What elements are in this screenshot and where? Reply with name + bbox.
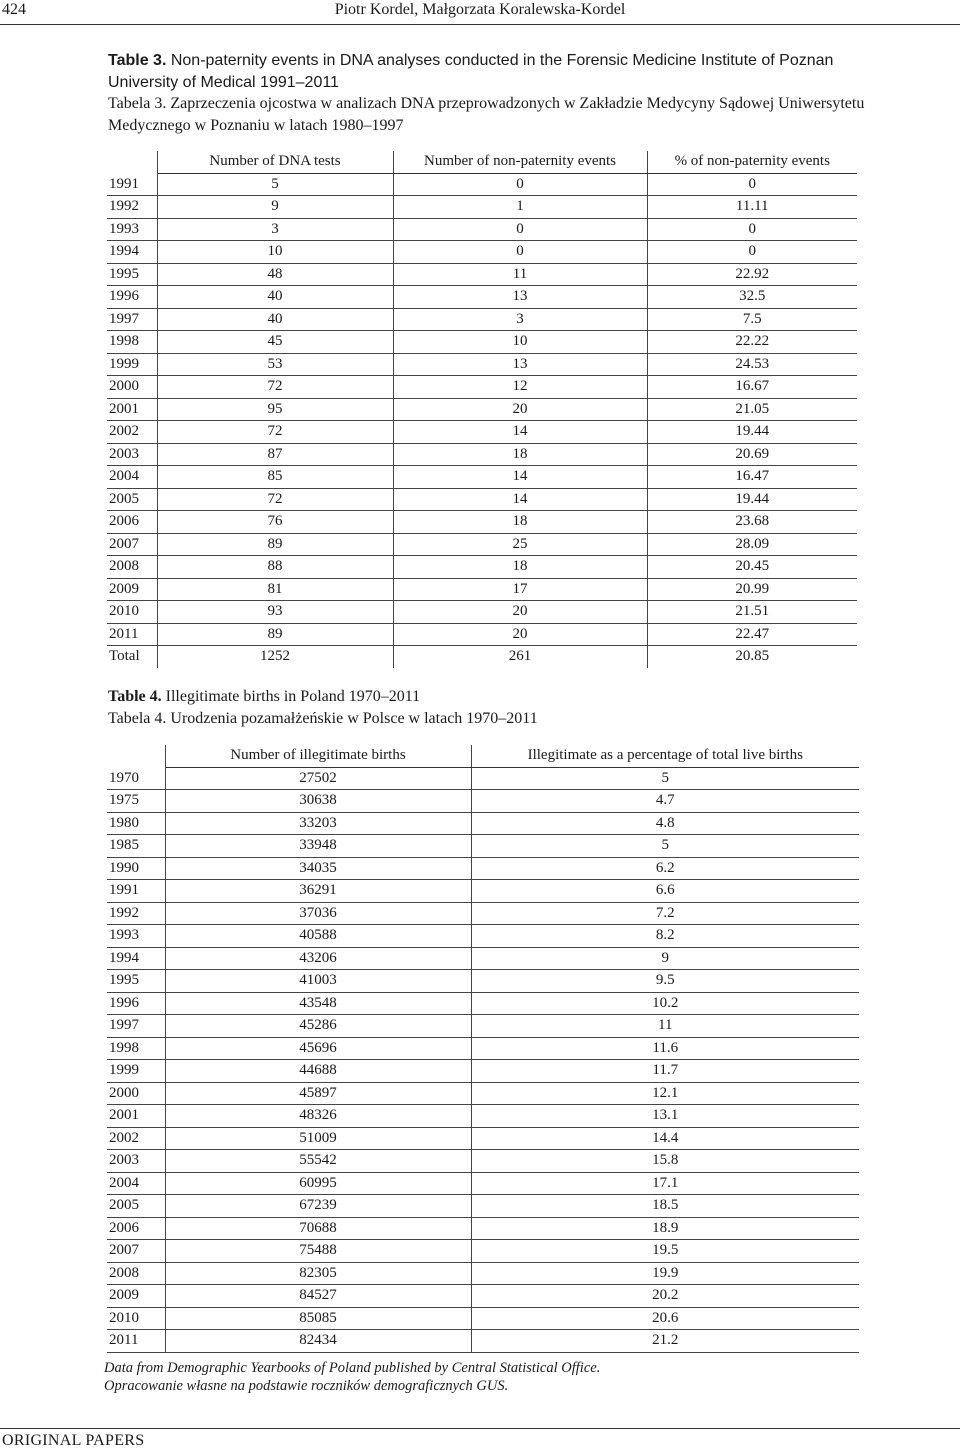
row-year: 2002 [107, 1127, 165, 1150]
row-year: 2000 [107, 1082, 165, 1105]
row-year: 2009 [107, 578, 157, 601]
table4-title-en: Illegitimate births in Poland 1970–2011 [161, 688, 421, 705]
cell-col2: 20 [393, 623, 647, 646]
row-year: 1999 [107, 353, 157, 376]
cell-col1: 67239 [165, 1195, 471, 1218]
row-year: 1995 [107, 263, 157, 286]
table4-caption [108, 686, 888, 729]
table-row [107, 488, 857, 511]
source-note-pl: Opracowanie własne na podstawie roczników demograficznych GUS. [104, 1378, 509, 1394]
cell-col3: 22.22 [647, 331, 857, 354]
cell-col1: 40 [157, 308, 393, 331]
table4-title-pl: Urodzenia pozamałżeńskie w Polsce w latach 1970–2011 [166, 709, 538, 727]
running-head: Piotr Kordel, Małgorzata Koralewska-Kordel [334, 1, 626, 18]
cell-col3: 22.92 [647, 263, 857, 286]
cell-col2: 14 [393, 488, 647, 511]
table-row [107, 1307, 859, 1330]
source-note-en: Data from Demographic Yearbooks of Poland published by Central Statistical Office. [104, 1360, 601, 1376]
cell-col3: 32.5 [647, 286, 857, 309]
row-year: 2006 [107, 1217, 165, 1240]
table-row [107, 1060, 859, 1083]
cell-col2: 5 [471, 835, 859, 858]
cell-col1: 43548 [165, 992, 471, 1015]
table3-header-dna-tests: Number of DNA tests [157, 151, 393, 173]
cell-col2: 20 [393, 601, 647, 624]
cell-col1: 55542 [165, 1150, 471, 1173]
cell-col2: 9.5 [471, 970, 859, 993]
table-row [107, 925, 859, 948]
cell-col2: 11 [471, 1015, 859, 1038]
table-row [107, 443, 857, 466]
cell-col2: 17 [393, 578, 647, 601]
cell-col1: 30638 [165, 790, 471, 813]
cell-col1: 33203 [165, 812, 471, 835]
table4-header-year [107, 745, 165, 767]
cell-col1: 75488 [165, 1240, 471, 1263]
table-row [107, 623, 857, 646]
table-row [107, 970, 859, 993]
cell-col3: 24.53 [647, 353, 857, 376]
table-row [107, 947, 859, 970]
row-year: 1996 [107, 286, 157, 309]
table3-title-pl: Zaprzeczenia ojcostwa w analizach DNA przeprowadzonych w Zakładzie Medycyny Sądowej Uniwersytetu Medycznego w Poznaniu w latach 1980–1997 [108, 95, 865, 134]
row-year: 2003 [107, 1150, 165, 1173]
table-row [107, 880, 859, 903]
table-row [107, 1330, 859, 1353]
cell-col2: 8.2 [471, 925, 859, 948]
cell-col3: 20.99 [647, 578, 857, 601]
cell-col2: 19.5 [471, 1240, 859, 1263]
cell-col2: 14 [393, 421, 647, 444]
cell-col3: 19.44 [647, 488, 857, 511]
cell-col2: 13.1 [471, 1105, 859, 1128]
cell-col1: 33948 [165, 835, 471, 858]
table4-header-row [107, 745, 859, 767]
table3-caption-en [108, 50, 888, 93]
cell-col3: 16.67 [647, 376, 857, 399]
cell-col1: 72 [157, 376, 393, 399]
table-row [107, 1172, 859, 1195]
cell-col1: 82434 [165, 1330, 471, 1353]
cell-col3: 21.05 [647, 398, 857, 421]
cell-col1: 10 [157, 241, 393, 264]
cell-col1: 44688 [165, 1060, 471, 1083]
row-year: 2007 [107, 1240, 165, 1263]
cell-col3: 21.51 [647, 601, 857, 624]
cell-col1: 76 [157, 511, 393, 534]
cell-col1: 48326 [165, 1105, 471, 1128]
cell-col2: 3 [393, 308, 647, 331]
cell-col2: 20.6 [471, 1307, 859, 1330]
row-year: 2010 [107, 1307, 165, 1330]
section-label: ORIGINAL PAPERS [2, 1432, 145, 1449]
table4-header-births: Number of illegitimate births [165, 745, 471, 767]
table-row [107, 1285, 859, 1308]
table-row [107, 1262, 859, 1285]
row-year: 2001 [107, 398, 157, 421]
cell-col2: 4.8 [471, 812, 859, 835]
row-year: 1997 [107, 1015, 165, 1038]
table4-label-pl: Tabela 4. [108, 709, 167, 727]
cell-col1: 3 [157, 218, 393, 241]
row-year: Total [107, 646, 157, 668]
cell-col1: 36291 [165, 880, 471, 903]
cell-col1: 51009 [165, 1127, 471, 1150]
cell-col3: 0 [647, 173, 857, 196]
cell-col1: 48 [157, 263, 393, 286]
cell-col1: 81 [157, 578, 393, 601]
cell-col1: 72 [157, 488, 393, 511]
table3-caption [108, 50, 888, 136]
cell-col2: 6.2 [471, 857, 859, 880]
table-row [107, 376, 857, 399]
row-year: 2002 [107, 421, 157, 444]
cell-col2: 20 [393, 398, 647, 421]
cell-col3: 20.69 [647, 443, 857, 466]
cell-col2: 1 [393, 196, 647, 219]
cell-col2: 6.6 [471, 880, 859, 903]
cell-col3: 0 [647, 218, 857, 241]
row-year: 1999 [107, 1060, 165, 1083]
cell-col1: 89 [157, 623, 393, 646]
table-row [107, 533, 857, 556]
table3-header-year [107, 151, 157, 173]
row-year: 2004 [107, 466, 157, 489]
row-year: 1997 [107, 308, 157, 331]
cell-col1: 82305 [165, 1262, 471, 1285]
table-row [107, 398, 857, 421]
cell-col1: 85 [157, 466, 393, 489]
cell-col1: 27502 [165, 767, 471, 790]
cell-col1: 95 [157, 398, 393, 421]
row-year: 1991 [107, 173, 157, 196]
table-row [107, 767, 859, 790]
cell-col2: 21.2 [471, 1330, 859, 1353]
cell-col2: 12.1 [471, 1082, 859, 1105]
table-row [107, 835, 859, 858]
cell-col2: 5 [471, 767, 859, 790]
table4-body [107, 767, 859, 1352]
table-row [107, 902, 859, 925]
table-row [107, 331, 857, 354]
cell-col1: 41003 [165, 970, 471, 993]
cell-col2: 0 [393, 241, 647, 264]
table-row [107, 1240, 859, 1263]
table-row [107, 556, 857, 579]
cell-col1: 43206 [165, 947, 471, 970]
cell-col2: 7.2 [471, 902, 859, 925]
table-row [107, 263, 857, 286]
table-row [107, 1217, 859, 1240]
cell-col3: 11.11 [647, 196, 857, 219]
cell-col3: 0 [647, 241, 857, 264]
table4-label-en: Table 4. [108, 688, 162, 705]
table-row [107, 857, 859, 880]
cell-col1: 89 [157, 533, 393, 556]
table-row [107, 466, 857, 489]
table3-header-non-paternity: Number of non-paternity events [393, 151, 647, 173]
cell-col2: 20.2 [471, 1285, 859, 1308]
row-year: 1994 [107, 947, 165, 970]
row-year: 2011 [107, 623, 157, 646]
cell-col2: 18.9 [471, 1217, 859, 1240]
table-row [107, 1150, 859, 1173]
table4-source-note [104, 1359, 600, 1395]
row-year: 1998 [107, 1037, 165, 1060]
row-year: 2008 [107, 556, 157, 579]
table-row [107, 196, 857, 219]
table3-header-percent: % of non-paternity events [647, 151, 857, 173]
table-row [107, 992, 859, 1015]
table-row [107, 812, 859, 835]
cell-col2: 261 [393, 646, 647, 668]
table-row [107, 218, 857, 241]
cell-col2: 17.1 [471, 1172, 859, 1195]
table4-caption-en [108, 686, 888, 708]
cell-col2: 0 [393, 173, 647, 196]
row-year: 2000 [107, 376, 157, 399]
table-row [107, 421, 857, 444]
cell-col2: 12 [393, 376, 647, 399]
cell-col1: 45696 [165, 1037, 471, 1060]
table-row [107, 286, 857, 309]
table-row [107, 1195, 859, 1218]
table-row [107, 1082, 859, 1105]
row-year: 2011 [107, 1330, 165, 1353]
table-row [107, 173, 857, 196]
cell-col1: 85085 [165, 1307, 471, 1330]
row-year: 1975 [107, 790, 165, 813]
row-year: 2006 [107, 511, 157, 534]
cell-col2: 13 [393, 353, 647, 376]
cell-col1: 87 [157, 443, 393, 466]
cell-col1: 45286 [165, 1015, 471, 1038]
cell-col1: 40588 [165, 925, 471, 948]
cell-col2: 25 [393, 533, 647, 556]
table-row [107, 601, 857, 624]
table-row [107, 353, 857, 376]
cell-col1: 93 [157, 601, 393, 624]
cell-col3: 22.47 [647, 623, 857, 646]
table4-caption-pl [108, 708, 888, 730]
cell-col3: 7.5 [647, 308, 857, 331]
cell-col2: 14 [393, 466, 647, 489]
cell-col2: 9 [471, 947, 859, 970]
row-year: 1991 [107, 880, 165, 903]
table3-header-row [107, 151, 857, 173]
cell-col1: 45897 [165, 1082, 471, 1105]
cell-col1: 84527 [165, 1285, 471, 1308]
cell-col1: 9 [157, 196, 393, 219]
row-year: 1992 [107, 196, 157, 219]
cell-col1: 88 [157, 556, 393, 579]
cell-col1: 53 [157, 353, 393, 376]
table-row [107, 1037, 859, 1060]
table3-body [107, 173, 857, 668]
cell-col1: 45 [157, 331, 393, 354]
cell-col2: 18.5 [471, 1195, 859, 1218]
table-row [107, 1015, 859, 1038]
cell-col3: 23.68 [647, 511, 857, 534]
row-year: 2008 [107, 1262, 165, 1285]
row-year: 1998 [107, 331, 157, 354]
cell-col2: 15.8 [471, 1150, 859, 1173]
table-row [107, 646, 857, 668]
cell-col2: 14.4 [471, 1127, 859, 1150]
page-number: 424 [2, 1, 26, 18]
cell-col2: 4.7 [471, 790, 859, 813]
table3-caption-pl [108, 93, 888, 136]
cell-col3: 16.47 [647, 466, 857, 489]
row-year: 1980 [107, 812, 165, 835]
cell-col1: 70688 [165, 1217, 471, 1240]
table3-title-en: Non-paternity events in DNA analyses conducted in the Forensic Medicine Institute of Poznan University of Medical 1991–2011 [108, 52, 834, 91]
row-year: 2007 [107, 533, 157, 556]
table-row [107, 578, 857, 601]
cell-col1: 37036 [165, 902, 471, 925]
table-row [107, 308, 857, 331]
row-year: 1970 [107, 767, 165, 790]
cell-col2: 19.9 [471, 1262, 859, 1285]
row-year: 1995 [107, 970, 165, 993]
row-year: 1994 [107, 241, 157, 264]
cell-col2: 10 [393, 331, 647, 354]
cell-col1: 60995 [165, 1172, 471, 1195]
cell-col1: 1252 [157, 646, 393, 668]
cell-col2: 18 [393, 511, 647, 534]
cell-col1: 72 [157, 421, 393, 444]
cell-col2: 18 [393, 556, 647, 579]
cell-col3: 19.44 [647, 421, 857, 444]
row-year: 2004 [107, 1172, 165, 1195]
row-year: 2005 [107, 488, 157, 511]
row-year: 1996 [107, 992, 165, 1015]
cell-col3: 20.45 [647, 556, 857, 579]
row-year: 1992 [107, 902, 165, 925]
cell-col3: 28.09 [647, 533, 857, 556]
row-year: 2009 [107, 1285, 165, 1308]
page-header [0, 0, 960, 22]
table3-label-pl: Tabela 3. [108, 95, 167, 112]
cell-col2: 18 [393, 443, 647, 466]
table-row [107, 790, 859, 813]
table-row [107, 241, 857, 264]
table3 [107, 151, 857, 668]
row-year: 2001 [107, 1105, 165, 1128]
table-row [107, 1105, 859, 1128]
table3-label-en: Table 3. [108, 52, 167, 69]
header-rule [0, 24, 960, 25]
cell-col1: 40 [157, 286, 393, 309]
cell-col2: 13 [393, 286, 647, 309]
row-year: 1985 [107, 835, 165, 858]
table-row [107, 511, 857, 534]
row-year: 1990 [107, 857, 165, 880]
row-year: 2010 [107, 601, 157, 624]
cell-col2: 11 [393, 263, 647, 286]
row-year: 2003 [107, 443, 157, 466]
table-row [107, 1127, 859, 1150]
cell-col1: 34035 [165, 857, 471, 880]
cell-col3: 20.85 [735, 648, 770, 665]
cell-col1: 5 [157, 173, 393, 196]
table4 [107, 745, 859, 1353]
cell-col2: 10.2 [471, 992, 859, 1015]
row-year: 1993 [107, 218, 157, 241]
cell-col2: 11.7 [471, 1060, 859, 1083]
cell-col2: 0 [393, 218, 647, 241]
cell-col2: 11.6 [471, 1037, 859, 1060]
footer-rule [0, 1428, 960, 1429]
row-year: 1993 [107, 925, 165, 948]
row-year: 2005 [107, 1195, 165, 1218]
table4-header-percent: Illegitimate as a percentage of total live births [471, 745, 859, 767]
